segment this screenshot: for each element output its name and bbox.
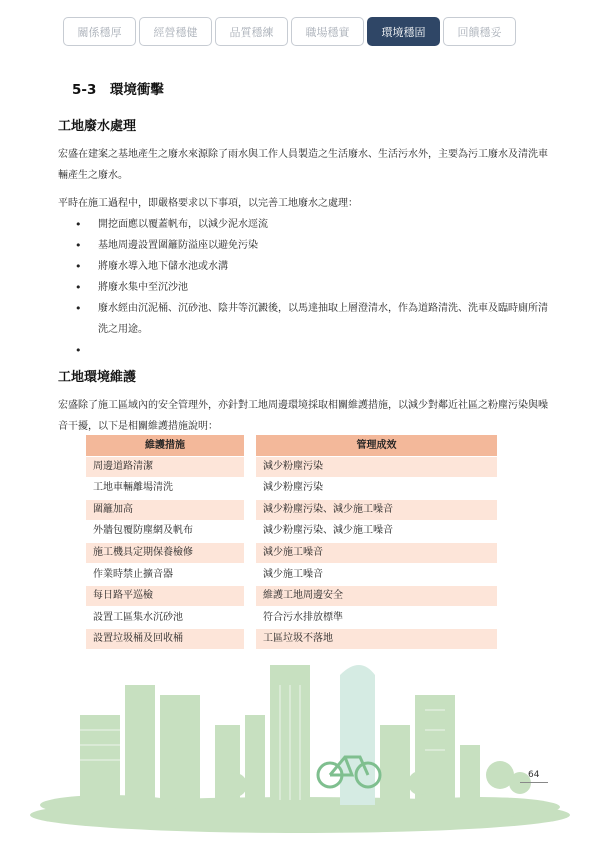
tab-environment[interactable]: 環境穩固 [367, 17, 440, 46]
bullet-item: • 將廢水集中至沉沙池 [58, 277, 548, 298]
table-cell-measure: 周邊道路清潔 [86, 457, 244, 477]
page-number: 64 [528, 770, 540, 780]
bullet-item: • 廢水經由沉泥桶、沉砂池、陰井等沉澱後，以馬達抽取上層澄清水，作為道路清洗、洗車及臨時廁所清洗之用途。 [58, 298, 548, 340]
tab-relations[interactable]: 關係穩厚 [63, 17, 136, 46]
section-title: 5-3 環境衝擊 [72, 82, 164, 98]
table-cell-effect: 維護工地周邊安全 [256, 586, 497, 606]
table-cell-measure: 設置垃圾桶及回收桶 [86, 629, 244, 649]
table-row [86, 629, 497, 649]
maintenance-paragraph: 宏盛除了施工區域內的安全管理外，亦針對工地周邊環境採取相關維護措施，以減少對鄰近社區之粉塵污染與噪音干擾，以下是相關維護措施說明： [58, 400, 548, 432]
tab-workplace[interactable]: 職場穩實 [291, 17, 364, 46]
table-cell-measure: 設置工區集水沉砂池 [86, 608, 244, 628]
table-row [86, 608, 497, 628]
nav-tabs [63, 17, 516, 46]
table-header-effect: 管理成效 [256, 435, 497, 456]
bullet-item: • 基地周邊設置圍籬防溢座以避免污染 [58, 235, 548, 256]
table-cell-measure: 外牆包覆防塵網及帆布 [86, 521, 244, 541]
wastewater-heading: 工地廢水處理 [58, 119, 137, 134]
maintenance-heading: 工地環境維護 [58, 370, 137, 385]
table-row [86, 457, 497, 477]
table-cell-effect: 減少施工噪音 [256, 543, 497, 563]
table-row [86, 543, 497, 563]
table-row [86, 478, 497, 498]
table-cell-effect: 符合污水排放標準 [256, 608, 497, 628]
table-cell-measure: 圍籬加高 [86, 500, 244, 520]
table-header-measure: 維護措施 [86, 435, 244, 456]
bullet-item: • 將廢水導入地下儲水池或水溝 [58, 256, 548, 277]
table-row [86, 586, 497, 606]
tab-operations[interactable]: 經營穩健 [139, 17, 212, 46]
table-cell-measure: 施工機具定期保養檢修 [86, 543, 244, 563]
wastewater-paragraph-1: 宏盛在建案之基地產生之廢水來源除了雨水與工作人員製造之生活廢水、生活污水外，主要為污工廢水及清洗車輛產生之廢水。 [58, 149, 548, 181]
wastewater-bullet-list [58, 214, 548, 340]
tab-giveback[interactable]: 回饋穩妥 [443, 17, 516, 46]
tab-quality[interactable]: 品質穩練 [215, 17, 288, 46]
page-number-rule [520, 782, 548, 783]
wastewater-paragraph-2: 平時在施工過程中，即嚴格要求以下事項，以完善工地廢水之處理： [58, 198, 358, 209]
city-skyline-illustration [0, 655, 595, 842]
table-cell-effect: 減少粉塵污染 [256, 457, 497, 477]
table-cell-effect: 工區垃圾不落地 [256, 629, 497, 649]
table-cell-measure: 每日路平巡檢 [86, 586, 244, 606]
table-header-row [86, 435, 497, 455]
table-cell-effect: 減少粉塵污染、減少施工噪音 [256, 521, 497, 541]
table-cell-effect: 減少施工噪音 [256, 565, 497, 585]
table-cell-measure: 工地車輛離場清洗 [86, 478, 244, 498]
table-row [86, 565, 497, 585]
table-cell-measure: 作業時禁止擴音器 [86, 565, 244, 585]
table-cell-effect: 減少粉塵污染 [256, 478, 497, 498]
table-cell-effect: 減少粉塵污染、減少施工噪音 [256, 500, 497, 520]
table-row [86, 521, 497, 541]
bullet-item: • 開挖面應以覆蓋帆布，以減少泥水逕流 [58, 214, 548, 235]
table-row [86, 500, 497, 520]
maintenance-table [86, 435, 497, 651]
